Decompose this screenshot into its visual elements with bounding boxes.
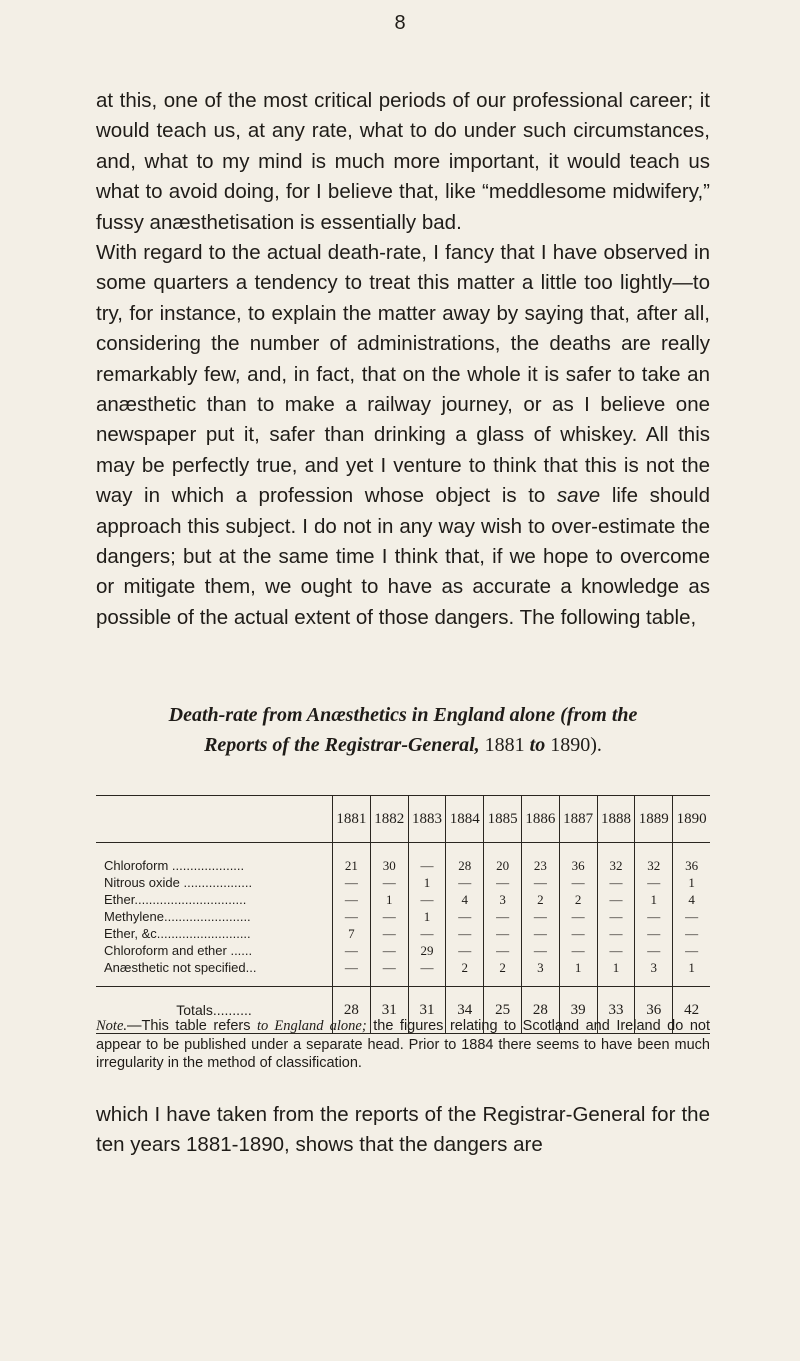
row-label: Anæsthetic not specified... [104,960,257,975]
table-cell: 1 [673,874,710,891]
total-cell: 39 [559,987,597,1034]
table-cell: — [408,959,446,987]
table-cell: — [521,925,559,942]
table-cell: 23 [521,843,559,875]
paragraph-2-emphasis: save [556,484,601,508]
table-cell: — [370,874,408,891]
table-header-year: 1887 [559,796,597,843]
table-cell: 1 [559,959,597,987]
table-cell: 1 [370,891,408,908]
table-cell: — [635,874,673,891]
row-label: Nitrous oxide ................... [104,875,253,890]
table-cell: — [408,891,446,908]
table-row [96,874,710,891]
paragraph-3: which I have taken from the reports of the Registrar-General for the ten years 1881-1890, shows that the dangers are [96,1103,710,1157]
table-cell: — [597,942,635,959]
table-cell: 2 [521,891,559,908]
table-row [96,843,710,875]
caption-line-1: Death-rate from Anæsthetics in England alone (from the [168,704,638,726]
table-cell: 1 [408,874,446,891]
table-cell: 29 [408,942,446,959]
caption-close: ). [590,734,602,756]
table-cell: — [446,874,484,891]
table-cell: — [635,925,673,942]
table-cell: — [370,908,408,925]
table-note [96,1017,710,1073]
table-cell: 21 [333,843,371,875]
table-cell: — [446,908,484,925]
table-row [96,925,710,942]
table-header-year: 1889 [635,796,673,843]
table-cell: — [673,942,710,959]
table-cell: — [521,908,559,925]
table-cell: 3 [484,891,522,908]
table-cell: — [333,874,371,891]
table-cell: 3 [635,959,673,987]
table-cell: — [635,942,673,959]
table-cell: — [446,942,484,959]
table-cell: — [673,908,710,925]
table-cell: — [559,942,597,959]
table-header-corner [96,796,333,843]
table-cell: 3 [521,959,559,987]
table-cell: — [597,908,635,925]
total-cell: 33 [597,987,635,1034]
table-cell: 36 [673,843,710,875]
table-header-year: 1881 [333,796,371,843]
table-cell: 2 [446,959,484,987]
table-cell: — [597,891,635,908]
table-header-year: 1890 [673,796,710,843]
table-cell: 20 [484,843,522,875]
table-header-year: 1886 [521,796,559,843]
table-cell: — [484,874,522,891]
table-cell: 32 [597,843,635,875]
total-cell: 31 [370,987,408,1034]
paragraph-2-text-b: life should approach this subject. I do not in any way wish to over-estimate the dangers; but at the same time I think that, if we hope to overcome or mitigate them, we ought to have as accurate a knowledge as possible of the actual extent of those dangers. The following table, [96,484,711,629]
paragraph-2-text-a: With regard to the actual death-rate, I fancy that I have observed in some quarters a tendency to treat this matter a little too lightly—to try, for instance, to explain the matter away by saying that, after all, considering the number of administrations, the deaths are really remarkably few, and, in fact, that on the whole it is safer to take an anæsthetic than to make a railway journey, or as I believe one newspaper put it, safer than drinking a glass of whiskey. All this may be perfectly true, and yet I venture to think that this is not the way in which a profession whose object is to [96,241,710,508]
table-header-year: 1882 [370,796,408,843]
table-cell: 2 [484,959,522,987]
table-header-year: 1884 [446,796,484,843]
table-cell: — [559,925,597,942]
table-cell: 1 [597,959,635,987]
caption-year-end: 1890 [550,734,591,756]
table-header-year: 1883 [408,796,446,843]
table-cell: — [370,942,408,959]
table-cell: — [559,874,597,891]
table-cell: 32 [635,843,673,875]
total-cell: 31 [408,987,446,1034]
table-cell: — [333,942,371,959]
total-cell: 28 [521,987,559,1034]
table-cell: 36 [559,843,597,875]
table-cell: 4 [673,891,710,908]
table-header-row [96,796,710,843]
table-cell: — [597,874,635,891]
table-cell: — [370,925,408,942]
table-cell: — [484,908,522,925]
note-lead: Note. [96,1018,128,1034]
caption-line-2: Reports of the Registrar-General, [204,734,480,756]
caption-to: to [529,734,546,756]
total-cell: 25 [484,987,522,1034]
total-cell: 42 [673,987,710,1034]
note-text-a: —This table refers [127,1018,251,1034]
table-cell: — [446,925,484,942]
table-row [96,908,710,925]
table-row [96,891,710,908]
paragraph-2 [96,238,710,633]
table-cell: — [333,959,371,987]
totals-label: Totals.......... [176,1002,252,1018]
table-cell: 1 [408,908,446,925]
table-cell: 30 [370,843,408,875]
page-number: 8 [394,12,406,34]
table-cell: — [673,925,710,942]
table-caption [96,700,710,760]
total-cell: 34 [446,987,484,1034]
paragraph-1: at this, one of the most critical periods of our professional career; it would teach us, at any rate, what to do under such circumstances, and, what to my mind is much more important, it would teach us what to avoid doing, for I believe that, like “meddlesome midwifery,” fussy anæsthetisation is essentially bad. [96,89,710,234]
table-cell: — [597,925,635,942]
table-cell: — [559,908,597,925]
table-cell: 28 [446,843,484,875]
table-cell: 1 [635,891,673,908]
table-cell: — [408,925,446,942]
row-label: Chloroform .................... [104,858,245,873]
total-cell: 36 [635,987,673,1034]
table-cell: 4 [446,891,484,908]
table-row [96,942,710,959]
table-cell: 7 [333,925,371,942]
table-row [96,959,710,987]
table-cell: 2 [559,891,597,908]
caption-year-start: 1881 [484,734,525,756]
table-cell: — [484,925,522,942]
note-text-b: the figures relating to Scotland and Ireland do not appear to be published under a separate head. Prior to 1884 there seems to have been much irregularity in the method of classification. [96,1018,710,1071]
row-label: Ether, &c.......................... [104,926,251,941]
table-header-year: 1888 [597,796,635,843]
note-emphasis: to England alone; [257,1018,367,1034]
death-rate-table [96,795,710,1034]
row-label: Methylene........................ [104,909,251,924]
row-label: Ether............................... [104,892,247,907]
table-cell: — [333,891,371,908]
table-cell: 1 [673,959,710,987]
table-cell: — [333,908,371,925]
table-header-year: 1885 [484,796,522,843]
table-cell: — [408,843,446,875]
table-cell: — [521,874,559,891]
table-cell: — [370,959,408,987]
table-cell: — [484,942,522,959]
row-label: Chloroform and ether ...... [104,943,253,958]
table-cell: — [635,908,673,925]
table-cell: — [521,942,559,959]
total-cell: 28 [333,987,371,1034]
